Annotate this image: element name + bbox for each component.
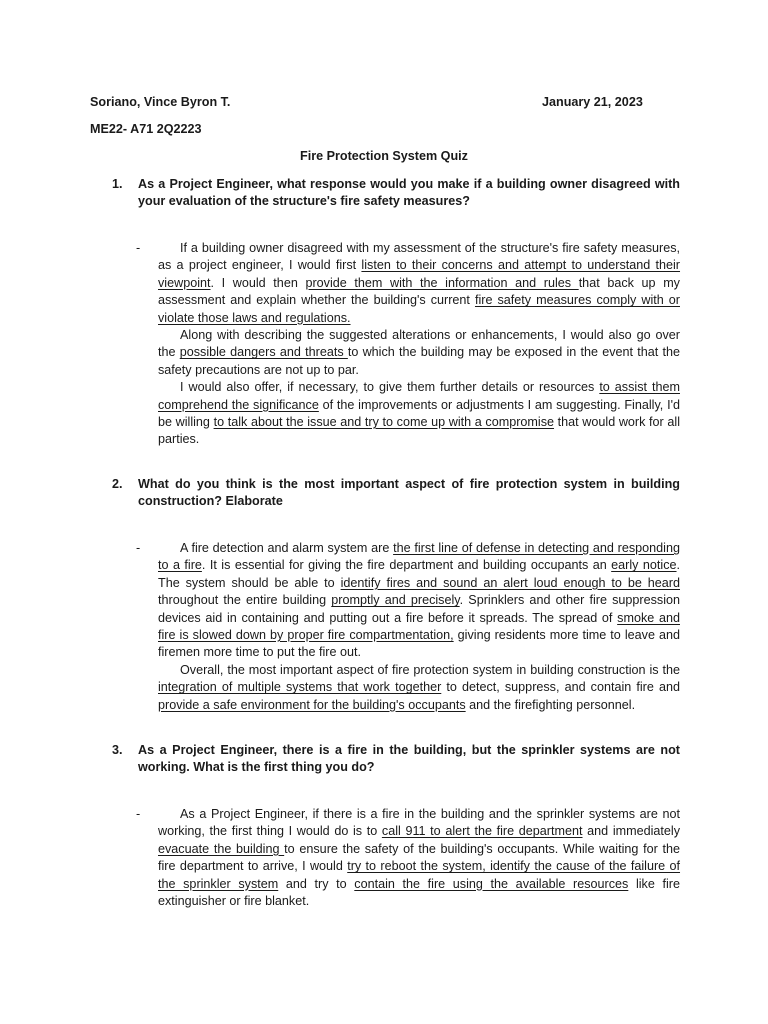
text-segment: throughout the entire building [158,593,332,608]
text-segment: As a Project Engineer, if there is a fire in the building and the sprinkler systems are not working, the first thing I would do is to [158,807,680,839]
answer-1 [136,240,680,449]
answer-bullet: - [136,241,141,255]
text-segment: Overall, the most important aspect of fire protection system in building construction is the [180,662,680,677]
answer-body [158,540,680,714]
text-segment: to detect, suppress, and contain fire and [441,680,680,695]
answer-body [158,240,680,449]
underlined-phrase: call 911 to alert the fire department [381,824,583,839]
underlined-phrase: early notice [611,558,677,573]
underlined-phrase: to talk about the issue and try to come up with a compromise [213,415,555,430]
text-segment: . I would then [210,275,306,290]
text-segment: If a building owner disagreed with my assessment of the structure's fire safety measures, as a project engineer, I would first [158,241,680,273]
answer-2 [136,540,680,714]
text-segment: that back up my assessment and explain whether the building's current [158,275,680,308]
text-segment: that would work for all parties. [158,415,680,447]
underlined-phrase: listen to their concerns and attempt to understand their viewpoint [158,258,681,290]
document-title: Fire Protection System Quiz [300,149,468,163]
answer-paragraph [158,540,680,662]
text-segment: of the improvements or adjustments I am suggesting. Finally, I'd be willing [158,397,680,430]
answer-paragraph [158,806,680,910]
student-name: Soriano, Vince Byron T. [90,95,231,109]
underlined-phrase: provide a safe environment for the building's occupants [158,697,466,712]
answer-bullet: - [136,541,141,555]
text-segment: A fire detection and alarm system are [180,541,394,555]
text-segment: to which the building may be exposed in the event that the safety precautions are not up to par. [158,345,680,377]
text-segment: and immediately [582,824,681,839]
text-segment: . The system should be able to [158,558,681,590]
text-segment: . It is essential for giving the fire department and building occupants an [201,558,612,573]
underlined-phrase: integration of multiple systems that work together [158,680,442,695]
text-segment: giving residents more time to leave and firemen more time to put the fire out. [158,628,680,660]
answer-paragraph [158,379,680,449]
answer-paragraph [158,240,680,327]
answer-paragraph [158,327,680,379]
underlined-phrase: to assist them comprehend the significance [158,380,680,412]
underlined-phrase: provide them with the information and rules [305,275,579,290]
answer-paragraph [158,662,680,714]
underlined-phrase: smoke and fire is slowed down by proper fire compartmentation, [158,610,680,643]
underlined-phrase: evacuate the building [158,841,285,856]
text-segment: and the firefighting personnel. [465,697,636,712]
question-1 [112,176,680,211]
question-text: As a Project Engineer, there is a fire in the building, but the sprinkler systems are not working. What is the first thing you do? [138,743,680,775]
answer-bullet: - [136,807,141,821]
course-code: ME22- A71 2Q2223 [90,122,202,136]
question-number: 3. [112,743,123,757]
question-3 [112,742,680,777]
question-2 [112,476,680,511]
underlined-phrase: contain the fire using the available resources [354,876,629,891]
underlined-phrase: try to reboot the system, identify the cause of the failure of the sprinkler system [158,859,681,891]
answer-body [158,806,680,910]
question-number: 2. [112,477,123,491]
text-segment: to ensure the safety of the building's occupants. While waiting for the fire department to arrive, I would [158,841,681,874]
document-date: January 21, 2023 [542,95,643,109]
question-text: As a Project Engineer, what response would you make if a building owner disagreed with your evaluation of the structure's fire safety measures? [138,177,680,209]
question-number: 1. [112,177,123,191]
question-text: What do you think is the most important aspect of fire protection system in building construction? Elaborate [138,477,680,509]
underlined-phrase: fire safety measures comply with or violate those laws and regulations. [158,293,680,325]
text-segment: and try to [278,876,355,891]
text-segment: like fire extinguisher or fire blanket. [158,876,680,909]
underlined-phrase: the first line of defense in detecting and responding to a fire [158,541,680,573]
underlined-phrase: promptly and precisely [331,593,460,608]
underlined-phrase: identify fires and sound an alert loud enough to be heard [340,575,680,590]
text-segment: I would also offer, if necessary, to give them further details or resources [180,380,600,395]
text-segment: Along with describing the suggested alterations or enhancements, I would also go over the [158,328,680,360]
answer-3 [136,806,680,910]
underlined-phrase: possible dangers and threats [179,345,348,360]
text-segment: . Sprinklers and other fire suppression devices aid in containing and putting out a fire before it spreads. The spread of [158,593,681,625]
